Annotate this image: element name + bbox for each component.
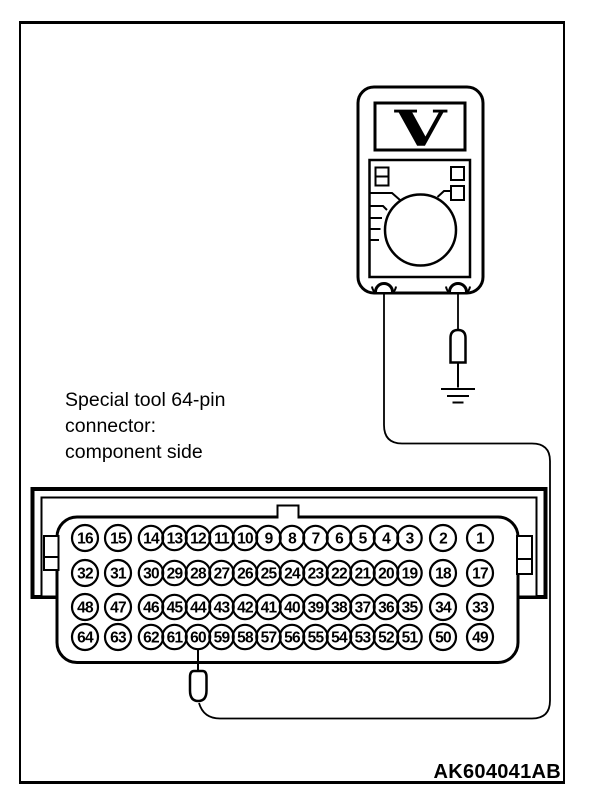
pin-35-label: 35	[401, 599, 418, 617]
pin-54-label: 54	[331, 629, 347, 647]
connector-top-tab	[277, 505, 299, 519]
pin-36-label: 36	[378, 599, 394, 617]
pin-52-label: 52	[378, 629, 394, 647]
pin-18-label: 18	[435, 565, 451, 583]
pin-11-label: 11	[214, 530, 229, 548]
connector-right-key	[517, 536, 532, 574]
caption-line-2: connector:	[65, 415, 157, 437]
pin-28-label: 28	[190, 565, 206, 583]
pin-57-label: 57	[260, 629, 277, 647]
caption-line-1: Special tool 64-pin	[65, 389, 226, 411]
pin-24-label: 24	[284, 565, 300, 583]
pin-63-label: 63	[110, 629, 126, 647]
pin-14-label: 14	[143, 530, 159, 548]
pin-51-label: 51	[401, 629, 418, 647]
pin-4-label: 4	[382, 530, 390, 548]
figure-code: AK604041AB	[433, 761, 561, 783]
pin-20-label: 20	[378, 565, 394, 583]
pin-5-label: 5	[358, 530, 367, 548]
pin-60-label: 60	[190, 629, 206, 647]
pin-45-label: 45	[166, 599, 183, 617]
pin-43-label: 43	[213, 599, 230, 617]
voltmeter-dial	[385, 195, 456, 266]
pin-7-label: 7	[311, 530, 320, 548]
pin-50-label: 50	[435, 629, 451, 647]
pin-46-label: 46	[143, 599, 159, 617]
ground-symbol	[441, 389, 475, 403]
pin-33-label: 33	[472, 599, 488, 617]
pin-21-label: 21	[354, 565, 371, 583]
pin-49-label: 49	[472, 629, 488, 647]
pin-23-label: 23	[307, 565, 324, 583]
pin-64-label: 64	[77, 629, 93, 647]
pin-38-label: 38	[331, 599, 347, 617]
pin-48-label: 48	[77, 599, 93, 617]
voltmeter	[358, 87, 483, 293]
pin-17-label: 17	[472, 565, 488, 583]
pin-39-label: 39	[307, 599, 324, 617]
pin-32-label: 32	[77, 565, 93, 583]
pin-31-label: 31	[110, 565, 126, 583]
pin-16-label: 16	[77, 530, 93, 548]
pin-9-label: 9	[264, 530, 273, 548]
pin-61-label: 61	[166, 629, 183, 647]
connector-left-key	[44, 536, 59, 570]
pin-53-label: 53	[354, 629, 371, 647]
pin-56-label: 56	[284, 629, 300, 647]
pin-29-label: 29	[166, 565, 183, 583]
pin-44-label: 44	[190, 599, 206, 617]
pin-15-label: 15	[110, 530, 126, 548]
pin-3-label: 3	[405, 530, 414, 548]
pin-59-label: 59	[213, 629, 230, 647]
pin-1-label: 1	[476, 530, 484, 548]
voltmeter-display-label: V	[393, 99, 449, 158]
ground-probe	[451, 330, 466, 388]
pin-6-label: 6	[335, 530, 343, 548]
pin-42-label: 42	[237, 599, 253, 617]
pin-34-label: 34	[435, 599, 451, 617]
pin-47-label: 47	[110, 599, 126, 617]
pin-55-label: 55	[307, 629, 324, 647]
pin-40-label: 40	[284, 599, 300, 617]
pin-12-label: 12	[190, 530, 206, 548]
pin-37-label: 37	[354, 599, 371, 617]
pin-25-label: 25	[260, 565, 277, 583]
pin-8-label: 8	[288, 530, 296, 548]
connector	[33, 489, 546, 663]
pin-2-label: 2	[439, 530, 447, 548]
pin-26-label: 26	[237, 565, 253, 583]
pin-13-label: 13	[166, 530, 183, 548]
pin-10-label: 10	[237, 530, 253, 548]
caption-line-3: component side	[65, 441, 203, 463]
pin-19-label: 19	[401, 565, 418, 583]
pin-27-label: 27	[213, 565, 230, 583]
pin-58-label: 58	[237, 629, 253, 647]
pin-30-label: 30	[143, 565, 159, 583]
pin-41-label: 41	[260, 599, 277, 617]
pin-62-label: 62	[143, 629, 159, 647]
pin-22-label: 22	[331, 565, 347, 583]
caption	[65, 387, 225, 465]
